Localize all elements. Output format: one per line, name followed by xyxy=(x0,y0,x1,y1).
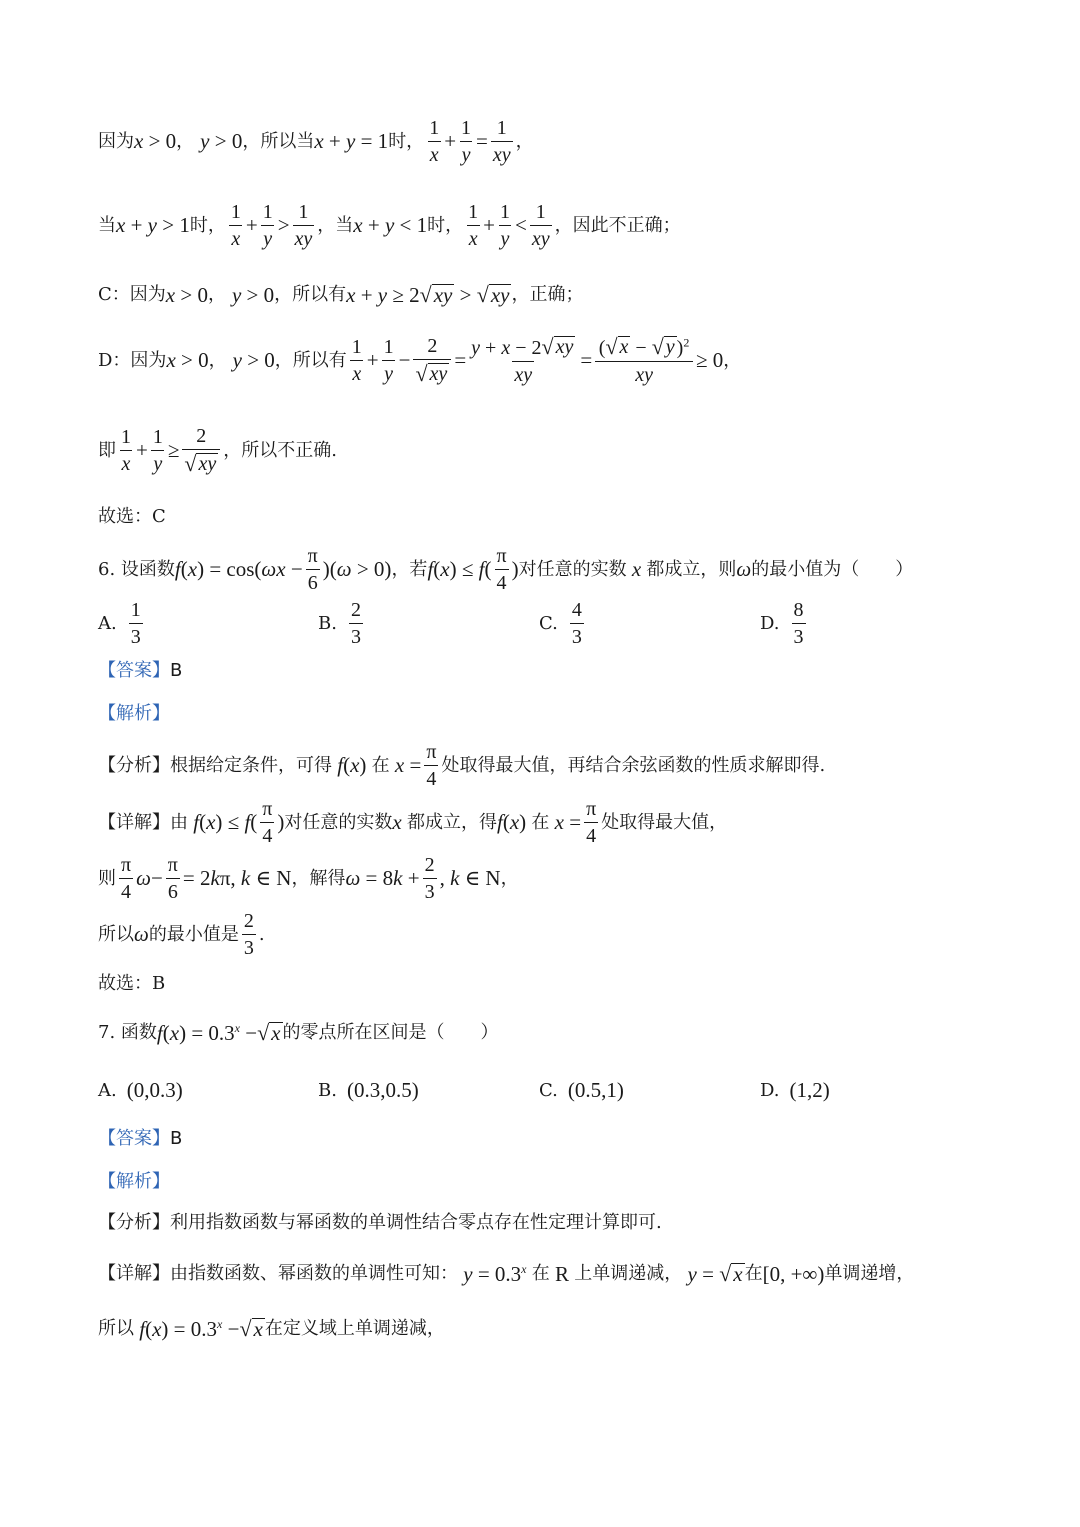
text: ，正确； xyxy=(511,284,584,305)
question-7 xyxy=(98,1022,499,1044)
option-label: D. xyxy=(760,613,780,634)
fraction: $\frac{1}{xy}$ xyxy=(294,201,313,250)
answer-tag: 【答案】 xyxy=(98,660,170,681)
fraction: 2 √ xy xyxy=(413,336,451,385)
text: ，因此不正确； xyxy=(554,214,681,236)
math: x > 0 xyxy=(166,348,209,372)
option-c xyxy=(539,600,587,647)
math: x > 0 xyxy=(165,282,208,307)
text: D：因为 xyxy=(98,349,167,371)
fraction: 2 √ xy xyxy=(182,426,220,475)
fraction: $\frac{2}{3}$ xyxy=(350,599,361,648)
fraction: $\frac{1}{3}$ xyxy=(130,599,141,648)
option-value: (0.5,1) xyxy=(567,1078,624,1102)
text: 在 xyxy=(531,811,550,833)
fraction: $\frac{8}{3}$ xyxy=(793,599,804,648)
fraction: $\frac{\pi}{4}$ xyxy=(426,741,437,790)
math: f(x) = cos(ωx − xyxy=(174,557,303,581)
text: 故选：C xyxy=(98,506,166,527)
option-label: D. xyxy=(760,1080,780,1101)
sqrt: √ x xyxy=(257,1020,281,1045)
text: ，所以有 xyxy=(274,284,347,305)
fraction: $\frac{\pi}{4}$ xyxy=(262,798,273,847)
xiangjie-tag: 【详解】 xyxy=(98,811,170,833)
math: x + y ≥ 2 xyxy=(346,282,420,307)
math: ω xyxy=(736,557,752,581)
fraction: $\frac{1}{x}$ xyxy=(121,426,131,475)
answer-value: B xyxy=(170,1128,183,1149)
xiangjie-7 xyxy=(98,1263,914,1285)
question-6: 6. 设函数 f(x) = cos(ωx − $\frac{\pi}{6}$ )(ω > 0) ，若 f(x) ≤ f( $\frac{\pi}{4}$ ) 对任意的实数 x 都成立，则 ω 的最小值为（ ） xyxy=(98,545,914,594)
text: 时， xyxy=(388,130,425,152)
math: x + y > 1 xyxy=(116,213,190,237)
text: 的零点所在区间是（ ） xyxy=(282,1022,499,1043)
math: $f(x) = 0.3^x$ − xyxy=(139,1317,240,1341)
text: 则 xyxy=(98,867,116,889)
sqrt: √ xy xyxy=(476,282,510,307)
fraction: $\frac{\pi}{4}$ xyxy=(121,854,132,903)
text: ， xyxy=(515,130,534,152)
text: 即 xyxy=(98,439,116,461)
math: x xyxy=(626,557,647,581)
text: 都成立，则 xyxy=(646,558,737,580)
fraction: $\frac{2}{3}$ xyxy=(424,854,435,903)
text: 在定义域上单调递减， xyxy=(264,1318,445,1339)
option-label: C. xyxy=(539,1080,558,1101)
text: 的最小值是 xyxy=(148,923,239,945)
math: ω xyxy=(134,922,149,946)
fraction: $\frac{1}{x}$ xyxy=(230,201,241,250)
text: 所以 xyxy=(98,923,134,945)
sqrt: √ xy xyxy=(419,282,453,307)
text: 在 xyxy=(531,1263,550,1284)
fraction: $\frac{1}{x}$ xyxy=(429,117,440,166)
text: 时， xyxy=(427,214,464,236)
fraction: $\frac{1}{x}$ xyxy=(468,201,479,250)
sqrt: √ x xyxy=(239,1316,263,1341)
text: 在 xyxy=(371,754,390,776)
math: R xyxy=(549,1261,575,1286)
fraction: $\frac{\pi}{4}$ xyxy=(496,545,507,594)
fenxi-tag: 【分析】 xyxy=(98,1212,170,1233)
text: 由指数函数、幂函数的单调性可知： xyxy=(170,1263,458,1284)
fraction: $\frac{2}{3}$ xyxy=(243,910,254,959)
text: ，所以不正确. xyxy=(223,439,337,461)
option-b xyxy=(318,600,366,647)
fraction: $\frac{1}{y}$ xyxy=(262,201,273,250)
fraction: $\frac{1}{y}$ xyxy=(383,336,394,385)
math: [0, +∞) xyxy=(762,1261,825,1286)
fraction: $\frac{1}{y}$ xyxy=(461,117,472,166)
option-a xyxy=(98,1078,183,1103)
fraction: $\frac{4}{3}$ xyxy=(571,599,582,648)
text: 处取得最大值，再结合余弦函数的性质求解即得. xyxy=(441,754,826,776)
math: $f(x) = 0.3^x$ − xyxy=(156,1021,258,1045)
option-b xyxy=(318,1078,419,1103)
fraction: $\frac{\pi}{6}$ xyxy=(307,545,318,594)
answer-7 xyxy=(98,1130,182,1148)
analysis-7 xyxy=(98,1173,170,1191)
text: ， xyxy=(500,867,519,889)
option-d xyxy=(760,1078,830,1103)
text: 6. 设函数 xyxy=(98,558,175,580)
analysis-tag: 【解析】 xyxy=(98,703,170,724)
text: 7. 函数 xyxy=(98,1022,157,1043)
text: C：因为 xyxy=(98,284,166,305)
fraction: $\frac{\pi}{4}$ xyxy=(586,798,597,847)
text: 利用指数函数与幂函数的单调性结合零点存在性定理计算即可. xyxy=(170,1212,662,1233)
fraction: y + x − 2 √ xy xy xyxy=(471,334,574,386)
fraction: $\frac{1}{xy}$ xyxy=(492,117,511,166)
line-6 xyxy=(98,508,166,526)
answer-tag: 【答案】 xyxy=(98,1128,170,1149)
math: x + y = 1 xyxy=(314,129,389,153)
text: 对任意的实数 xyxy=(518,558,627,580)
text: 都成立，得 xyxy=(406,811,497,833)
math: ω = 8k + xyxy=(345,866,420,890)
math: f(x) ≤ f( xyxy=(427,557,492,581)
fraction: $\frac{1}{y}$ xyxy=(152,426,163,475)
xiangjie-tag: 【详解】 xyxy=(98,1263,170,1284)
math: x xyxy=(392,810,407,834)
fraction: $\frac{1}{x}$ xyxy=(351,336,362,385)
fraction: $\frac{1}{xy}$ xyxy=(531,201,550,250)
text: 在 xyxy=(744,1263,763,1284)
line-4: D：因为 x > 0 ， y > 0 ，所以有 $\frac{1}{x}$ + $\frac{1}{y}$ − 2 √ xy = y + x − 2 √ xy xy = ( √ x − √ y )$^2$ xy ≥ 0 ， xyxy=(98,334,742,386)
option-label: B. xyxy=(318,613,337,634)
math: , k ∈ N xyxy=(439,866,501,890)
math: f(x) xyxy=(496,810,532,834)
text: ，所以当 xyxy=(242,130,315,152)
sqrt: √ x xyxy=(719,1261,743,1286)
text: ， xyxy=(208,349,227,371)
text: ，当 xyxy=(317,214,354,236)
math: y = xyxy=(687,1261,720,1286)
option-value: (0.3,0.5) xyxy=(346,1078,419,1102)
text: 上单调递减， xyxy=(574,1263,683,1284)
option-c xyxy=(539,1078,624,1103)
option-a xyxy=(98,600,146,647)
text: ， xyxy=(723,349,742,371)
fraction: ( √ x − √ y )$^2$ xy xyxy=(595,336,693,385)
option-value: (0,0.3) xyxy=(126,1078,183,1102)
text: 因为 xyxy=(98,130,134,152)
option-label: B. xyxy=(318,1080,337,1101)
option-label: A. xyxy=(98,613,117,634)
text: ， xyxy=(176,130,195,152)
answer-value: B xyxy=(170,660,183,681)
math: x = xyxy=(394,753,422,777)
fenxi-6 xyxy=(98,742,825,789)
text: 所以 xyxy=(98,1318,134,1339)
fenxi-tag: 【分析】 xyxy=(98,754,170,776)
text: ， xyxy=(207,284,226,305)
fraction: $\frac{\pi}{6}$ xyxy=(167,854,178,903)
line-guxuan-6 xyxy=(98,975,165,993)
line-ze: 则 $\frac{\pi}{4}$ ω − $\frac{\pi}{6}$ = 2kπ, k ∈ N ，解得 ω = 8k + $\frac{2}{3}$ , k ∈ N ， xyxy=(98,854,519,903)
line-suoyi-6 xyxy=(98,911,265,958)
option-d xyxy=(760,600,809,647)
option-value: (1,2) xyxy=(789,1078,830,1102)
line-2: 当 x + y > 1 时， $\frac{1}{x}$ + $\frac{1}{y}$ > $\frac{1}{xy}$ ，当 x + y < 1 时， $\frac{1}{x}$ + $\frac{1}{y}$ < $\frac{1}{xy}$ ，因此不正确； xyxy=(98,201,681,250)
math: f(x) ≤ f( xyxy=(193,810,258,834)
fraction: $\frac{1}{y}$ xyxy=(499,201,510,250)
math: f(x) xyxy=(337,753,372,777)
math: y > 0 xyxy=(232,348,275,372)
math: y > 0 xyxy=(231,282,275,307)
xiangjie-6: 【详解】 由 f(x) ≤ f( $\frac{\pi}{4}$ ) 对任意的实数 x 都成立，得 f(x) 在 x = $\frac{\pi}{4}$ 处取得最大值， xyxy=(98,798,728,847)
analysis-tag: 【解析】 xyxy=(98,1171,170,1192)
text: ，所以有 xyxy=(274,349,347,371)
text: . xyxy=(258,923,265,945)
text: ，若 xyxy=(391,558,428,580)
option-label: A. xyxy=(98,1080,117,1101)
line-1: 因为 x > 0 ， y > 0 ，所以当 x + y = 1 时， $\frac{1}{x}$ + $\frac{1}{y}$ = $\frac{1}{xy}$ ， xyxy=(98,117,534,166)
fenxi-7 xyxy=(98,1214,662,1232)
analysis-6 xyxy=(98,705,170,723)
text: 由 xyxy=(170,811,188,833)
option-label: C. xyxy=(539,613,558,634)
math: = 2kπ, k ∈ N xyxy=(182,866,292,890)
line-3: C：因为 x > 0 ， y > 0 ，所以有 x + y ≥ 2 √ xy > √ xy ，正确； xyxy=(98,282,584,307)
math: x + y < 1 xyxy=(353,213,428,237)
text: 的最小值为（ ） xyxy=(751,558,914,580)
text: 当 xyxy=(98,214,116,236)
text: 单调递增， xyxy=(824,1263,915,1284)
line-5: 即 $\frac{1}{x}$ + $\frac{1}{y}$ ≥ 2 √ xy ，所以不正确. xyxy=(98,425,337,476)
text: 故选：B xyxy=(98,973,166,994)
text: 时， xyxy=(189,214,226,236)
text: ，解得 xyxy=(291,867,346,889)
text: 对任意的实数 xyxy=(284,811,393,833)
text: 处取得最大值， xyxy=(601,811,728,833)
answer-6 xyxy=(98,662,182,680)
math: x > 0 xyxy=(134,129,177,153)
math: )(ω > 0) xyxy=(322,557,392,581)
line-suoyi-7 xyxy=(98,1318,445,1340)
math: $y = 0.3^x$ xyxy=(463,1262,527,1286)
math: x = xyxy=(554,810,582,834)
text: 根据给定条件，可得 xyxy=(170,754,332,776)
math: y > 0 xyxy=(200,129,243,153)
